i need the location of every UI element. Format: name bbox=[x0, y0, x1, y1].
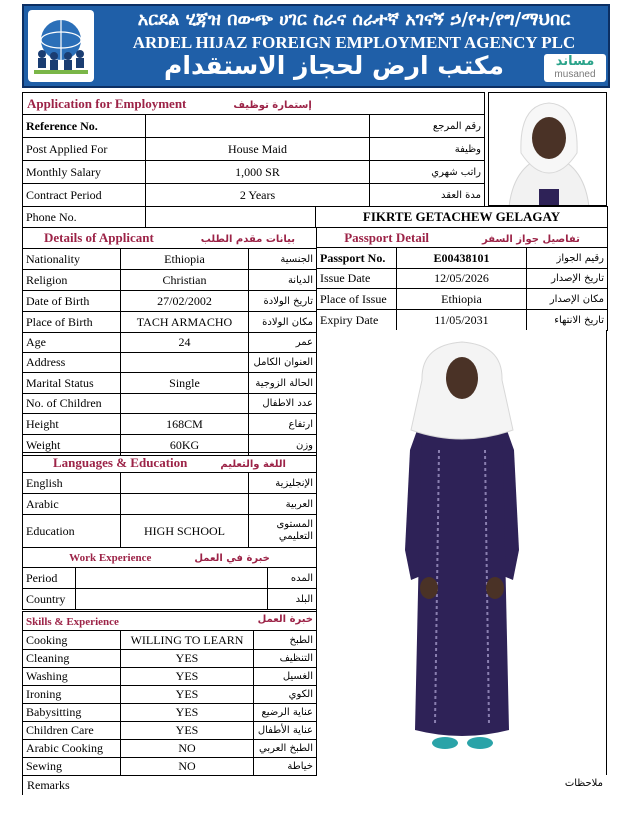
work-experience-title: Work Experience bbox=[69, 552, 152, 564]
table-row bbox=[23, 740, 317, 758]
passport-table bbox=[316, 227, 608, 331]
field-label-arabic: تاريخ الولادة bbox=[249, 291, 317, 312]
application-table bbox=[22, 92, 485, 207]
table-row bbox=[23, 394, 317, 414]
table-row bbox=[23, 115, 485, 138]
field-label: Age bbox=[23, 333, 121, 353]
table-row bbox=[23, 353, 317, 373]
field-label: Passport No. bbox=[317, 248, 397, 269]
field-label-arabic: مكان الإصدار bbox=[527, 289, 608, 310]
field-label-arabic: وظيفة bbox=[370, 138, 485, 161]
table-row bbox=[317, 289, 608, 310]
reference-no-value bbox=[146, 115, 370, 138]
field-label: Education bbox=[23, 515, 121, 548]
application-title-row bbox=[23, 93, 485, 115]
field-label-arabic: وزن bbox=[249, 435, 317, 456]
field-label-arabic: عمر bbox=[249, 333, 317, 353]
date-of-birth-value: 27/02/2002 bbox=[121, 291, 249, 312]
field-label: Ironing bbox=[23, 686, 121, 704]
field-label: Weight bbox=[23, 435, 121, 456]
work-period-value bbox=[76, 568, 268, 589]
field-label-arabic: الجنسية bbox=[249, 249, 317, 270]
phone-value bbox=[146, 207, 316, 228]
field-label: Contract Period bbox=[23, 184, 146, 207]
field-label-arabic: التنظيف bbox=[254, 650, 317, 668]
field-label: Monthly Salary bbox=[23, 161, 146, 184]
passport-title-arabic: تفاصيل جواز السفر bbox=[482, 233, 580, 245]
table-row bbox=[23, 650, 317, 668]
details-title: Details of Applicant bbox=[44, 230, 154, 245]
table-row bbox=[23, 589, 317, 610]
height-value: 168CM bbox=[121, 414, 249, 435]
phone-label: Phone No. bbox=[23, 207, 146, 228]
field-label: No. of Children bbox=[23, 394, 121, 414]
table-row bbox=[23, 249, 317, 270]
field-label: Marital Status bbox=[23, 373, 121, 394]
field-label-arabic: مكان الولادة bbox=[249, 312, 317, 333]
field-label-arabic: تاريخ الإصدار bbox=[527, 269, 608, 289]
field-label: Babysitting bbox=[23, 704, 121, 722]
table-row bbox=[23, 722, 317, 740]
english-level-value bbox=[121, 473, 249, 494]
field-label: Washing bbox=[23, 668, 121, 686]
agency-header-banner bbox=[22, 4, 610, 88]
field-label: Place of Birth bbox=[23, 312, 121, 333]
cooking-value: WILLING TO LEARN bbox=[121, 631, 254, 650]
languages-table bbox=[22, 452, 317, 548]
phone-name-table bbox=[22, 206, 608, 228]
table-row bbox=[23, 473, 317, 494]
post-applied-value: House Maid bbox=[146, 138, 370, 161]
table-row bbox=[23, 184, 485, 207]
passport-title-row bbox=[317, 228, 608, 248]
field-label-arabic: الحالة الزوجية bbox=[249, 373, 317, 394]
field-label: Post Applied For bbox=[23, 138, 146, 161]
table-row bbox=[23, 758, 317, 776]
table-row bbox=[23, 515, 317, 548]
table-row bbox=[317, 269, 608, 289]
table-row bbox=[23, 138, 485, 161]
arabic-level-value bbox=[121, 494, 249, 515]
skills-title: Skills & Experience bbox=[26, 615, 119, 628]
field-label: Country bbox=[23, 589, 76, 610]
table-row bbox=[23, 333, 317, 353]
table-row bbox=[23, 686, 317, 704]
education-value: HIGH SCHOOL bbox=[121, 515, 249, 548]
agency-logo bbox=[28, 10, 94, 82]
address-value bbox=[121, 353, 249, 373]
place-of-birth-value: TACH ARMACHO bbox=[121, 312, 249, 333]
field-label: Date of Birth bbox=[23, 291, 121, 312]
passport-no-value: E00438101 bbox=[397, 248, 527, 269]
field-label: Religion bbox=[23, 270, 121, 291]
field-label-arabic: المستوى التعليمي bbox=[249, 515, 317, 548]
musaned-logo bbox=[544, 54, 606, 82]
work-country-value bbox=[76, 589, 268, 610]
cleaning-value: YES bbox=[121, 650, 254, 668]
field-label-arabic: خياطة bbox=[254, 758, 317, 776]
age-value: 24 bbox=[121, 333, 249, 353]
applicant-full-name: FIKRTE GETACHEW GELAGAY bbox=[316, 207, 608, 228]
remarks-row bbox=[22, 775, 607, 795]
header-arabic-name: مكتب ارض لحجاز الاستقدام bbox=[164, 51, 504, 80]
contract-period-value: 2 Years bbox=[146, 184, 370, 207]
field-label-arabic: الإنجليزية bbox=[249, 473, 317, 494]
children-value bbox=[121, 394, 249, 414]
languages-title: Languages & Education bbox=[53, 454, 188, 470]
field-label-arabic: العربية bbox=[249, 494, 317, 515]
field-label: Period bbox=[23, 568, 76, 589]
place-of-issue-value: Ethiopia bbox=[397, 289, 527, 310]
applicant-portrait-photo bbox=[488, 92, 607, 206]
field-label: Expiry Date bbox=[317, 310, 397, 331]
monthly-salary-value: 1,000 SR bbox=[146, 161, 370, 184]
weight-value: 60KG bbox=[121, 435, 249, 456]
musaned-logo-arabic: مساند bbox=[555, 54, 595, 69]
field-label: Height bbox=[23, 414, 121, 435]
field-label: Cleaning bbox=[23, 650, 121, 668]
arabic-cooking-value: NO bbox=[121, 740, 254, 758]
children-care-value: YES bbox=[121, 722, 254, 740]
table-row bbox=[317, 310, 608, 331]
marital-status-value: Single bbox=[121, 373, 249, 394]
table-row bbox=[23, 291, 317, 312]
work-experience-title-arabic: خبرة في العمل bbox=[194, 553, 270, 564]
header-english-name: ARDEL HIJAZ FOREIGN EMPLOYMENT AGENCY PLC bbox=[132, 33, 576, 52]
expiry-date-value: 11/05/2031 bbox=[397, 310, 527, 331]
languages-title-arabic: اللغة والتعليم bbox=[220, 458, 286, 470]
field-label-arabic: رقيم الجواز bbox=[527, 248, 608, 269]
field-label: Issue Date bbox=[317, 269, 397, 289]
field-label-arabic: تاريخ الانتهاء bbox=[527, 310, 608, 331]
table-row bbox=[23, 373, 317, 394]
field-label: Address bbox=[23, 353, 121, 373]
field-label-arabic: الديانة bbox=[249, 270, 317, 291]
field-label-arabic: المده bbox=[268, 568, 317, 589]
babysitting-value: YES bbox=[121, 704, 254, 722]
table-row bbox=[23, 270, 317, 291]
remarks-label: Remarks bbox=[27, 778, 70, 792]
header-amharic-name: አርደል ሂጃዝ በውጭ ሀገር ስራና ሰራተኛ አገናኝ ኃ/የተ/የግ/ማህበር bbox=[137, 9, 571, 30]
field-label-arabic: البلد bbox=[268, 589, 317, 610]
field-label-arabic: عناية الأطفال bbox=[254, 722, 317, 740]
table-row bbox=[23, 704, 317, 722]
table-row bbox=[23, 494, 317, 515]
field-label-arabic: الغسيل bbox=[254, 668, 317, 686]
field-label-arabic: راتب شهري bbox=[370, 161, 485, 184]
applicant-full-length-photo bbox=[316, 330, 607, 775]
field-label: Reference No. bbox=[23, 115, 146, 138]
skills-table bbox=[22, 611, 317, 776]
table-row bbox=[23, 414, 317, 435]
table-row bbox=[23, 312, 317, 333]
remarks-label-arabic: ملاحظات bbox=[564, 778, 603, 789]
field-label: Sewing bbox=[23, 758, 121, 776]
table-row bbox=[317, 248, 608, 269]
details-title-row bbox=[23, 228, 317, 249]
table-row bbox=[23, 631, 317, 650]
field-label: Place of Issue bbox=[317, 289, 397, 310]
religion-value: Christian bbox=[121, 270, 249, 291]
field-label-arabic: الكوي bbox=[254, 686, 317, 704]
field-label: Arabic Cooking bbox=[23, 740, 121, 758]
table-row bbox=[23, 568, 317, 589]
field-label-arabic: رقم المرجع bbox=[370, 115, 485, 138]
field-label-arabic: العنوان الكامل bbox=[249, 353, 317, 373]
work-title-row bbox=[23, 548, 317, 568]
passport-title: Passport Detail bbox=[344, 229, 430, 245]
field-label: Cooking bbox=[23, 631, 121, 650]
field-label-arabic: مدة العقد bbox=[370, 184, 485, 207]
skills-title-arabic: خبرة العمل bbox=[257, 613, 313, 625]
sewing-value: NO bbox=[121, 758, 254, 776]
skills-title-row bbox=[23, 612, 317, 631]
field-label: Nationality bbox=[23, 249, 121, 270]
field-label-arabic: ارتفاع bbox=[249, 414, 317, 435]
table-row bbox=[23, 668, 317, 686]
field-label: English bbox=[23, 473, 121, 494]
field-label-arabic: الطبخ العربي bbox=[254, 740, 317, 758]
work-experience-table bbox=[22, 547, 317, 610]
details-title-arabic: بيانات مقدم الطلب bbox=[200, 234, 295, 245]
application-title-arabic: إستمارة توظيف bbox=[233, 99, 312, 111]
details-table bbox=[22, 227, 317, 456]
field-label: Arabic bbox=[23, 494, 121, 515]
table-row bbox=[23, 161, 485, 184]
field-label: Children Care bbox=[23, 722, 121, 740]
field-label-arabic: عدد الاطفال bbox=[249, 394, 317, 414]
nationality-value: Ethiopia bbox=[121, 249, 249, 270]
ironing-value: YES bbox=[121, 686, 254, 704]
languages-title-row bbox=[23, 453, 317, 473]
table-row bbox=[23, 207, 608, 228]
washing-value: YES bbox=[121, 668, 254, 686]
musaned-logo-english: musaned bbox=[554, 69, 596, 80]
field-label-arabic: عناية الرضيع bbox=[254, 704, 317, 722]
application-title: Application for Employment bbox=[27, 95, 187, 111]
issue-date-value: 12/05/2026 bbox=[397, 269, 527, 289]
field-label-arabic: الطبخ bbox=[254, 631, 317, 650]
